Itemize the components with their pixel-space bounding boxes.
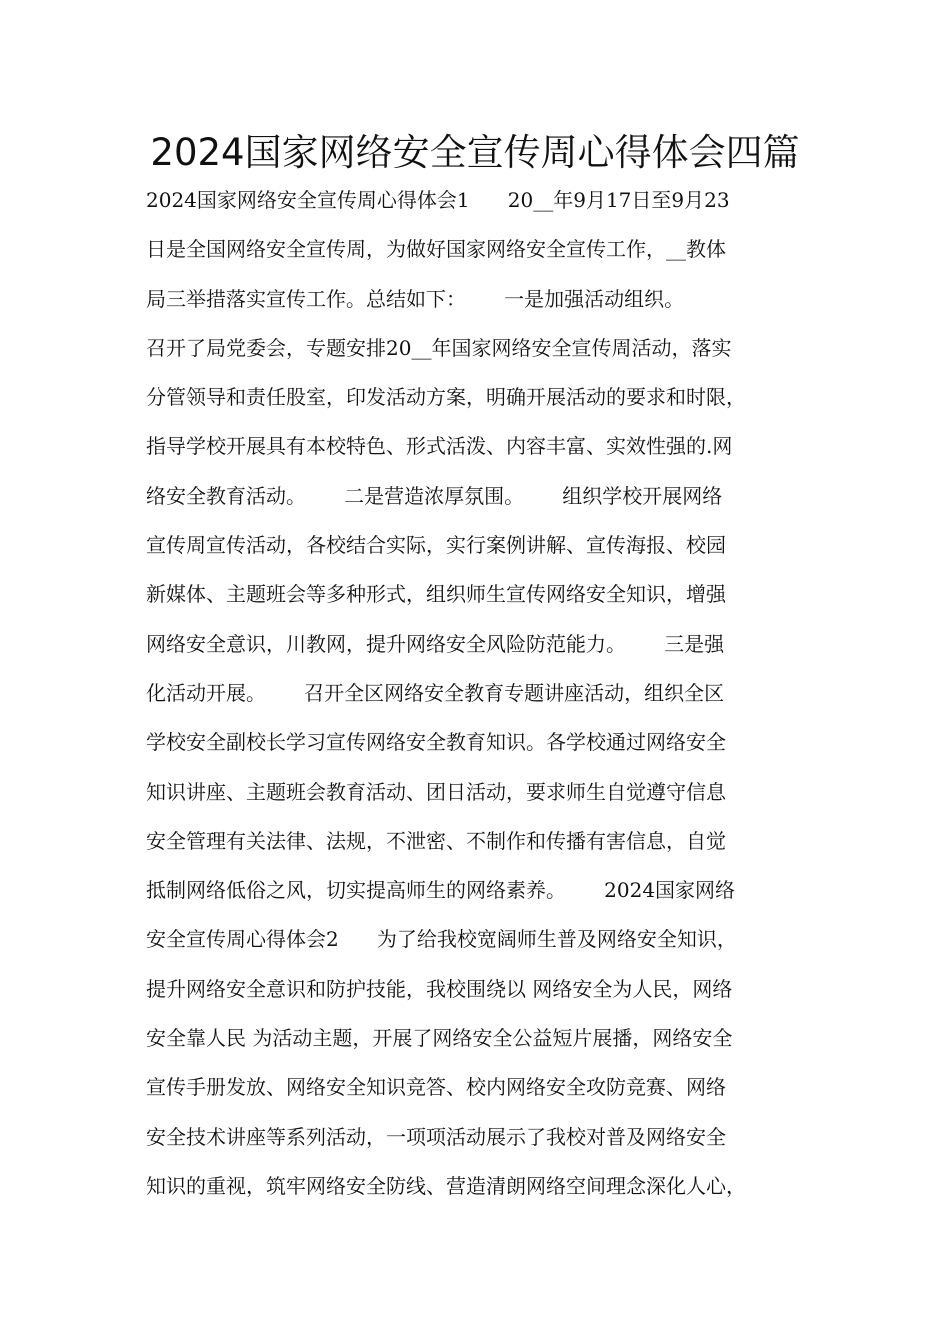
document-title: 2024国家网络安全宣传周心得体会四篇 bbox=[150, 131, 800, 174]
body-line: 宣传手册发放、网络安全知识竞答、校内网络安全攻防竞赛、网络 bbox=[146, 1075, 726, 1100]
body-line: 安全靠人民 为活动主题，开展了网络安全公益短片展播，网络安全 bbox=[146, 1026, 733, 1051]
body-line: 日是全国网络安全宣传周，为做好国家网络安全宣传工作，__教体 bbox=[146, 237, 726, 262]
body-line: 新媒体、主题班会等多种形式，组织师生宣传网络安全知识，增强 bbox=[146, 582, 726, 607]
body-line: 召开了局党委会，专题安排20__年国家网络安全宣传周活动，落实 bbox=[146, 335, 732, 360]
body-line: 局三举措落实宣传工作。总结如下： 一是加强活动组织。 bbox=[146, 286, 685, 311]
body-line: 2024国家网络安全宣传周心得体会1 20__年9月17日至9月23 bbox=[146, 188, 730, 212]
body-line: 安全技术讲座等系列活动，一项项活动展示了我校对普及网络安全 bbox=[146, 1124, 726, 1149]
body-line: 安全管理有关法律、法规，不泄密、不制作和传播有害信息，自觉 bbox=[146, 828, 726, 853]
body-line: 提升网络安全意识和防护技能，我校围绕以 网络安全为人民，网络 bbox=[146, 976, 733, 1001]
body-line: 络安全教育活动。 二是营造浓厚氛围。 组织学校开展网络 bbox=[146, 483, 723, 508]
body-line: 知识讲座、主题班会教育活动、团日活动，要求师生自觉遵守信息 bbox=[146, 779, 726, 804]
body-line: 分管领导和责任股室，印发活动方案，明确开展活动的要求和时限， bbox=[146, 385, 746, 410]
body-line: 安全宣传周心得体会2 为了给我校宽阔师生普及网络安全知识， bbox=[146, 927, 737, 952]
body-line: 网络安全意识，川教网，提升网络安全风险防范能力。 三是强 bbox=[146, 631, 725, 656]
document-body bbox=[146, 176, 846, 1211]
body-line: 化活动开展。 召开全区网络安全教育专题讲座活动，组织全区 bbox=[146, 680, 725, 705]
body-line: 学校安全副校长学习宣传网络安全教育知识。各学校通过网络安全 bbox=[146, 730, 726, 755]
body-line: 宣传周宣传活动，各校结合实际，实行案例讲解、宣传海报、校园 bbox=[146, 533, 726, 558]
body-line: 指导学校开展具有本校特色、形式活泼、内容丰富、实效性强的.网 bbox=[146, 434, 733, 459]
body-line: 抵制网络低俗之风，切实提高师生的网络素养。 2024国家网络 bbox=[146, 878, 736, 903]
body-line: 知识的重视，筑牢网络安全防线、营造清朗网络空间理念深化人心， bbox=[146, 1173, 746, 1198]
